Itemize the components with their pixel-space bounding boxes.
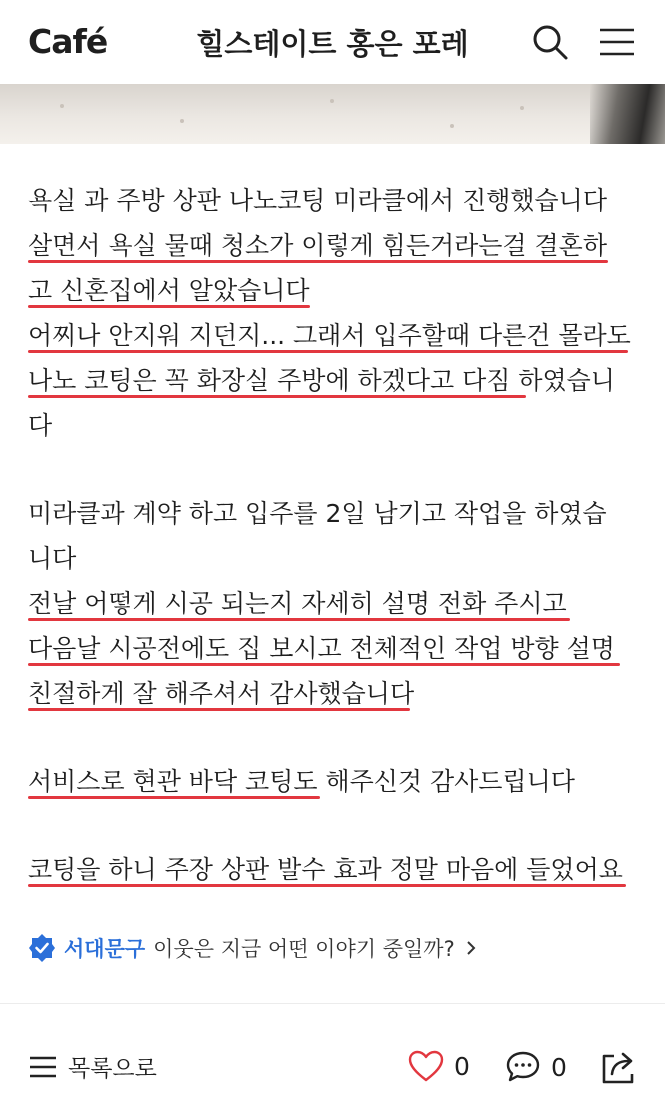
like-button[interactable] <box>408 1050 470 1082</box>
back-to-list-label: 목록으로 <box>68 1056 157 1082</box>
body-line: 살면서 욕실 물때 청소가 이렇게 힘든거라는걸 결혼하 <box>28 223 648 268</box>
verified-badge-icon <box>28 933 56 963</box>
red-underline <box>28 796 320 799</box>
back-to-list-button[interactable] <box>28 1050 157 1083</box>
red-underline <box>28 708 410 711</box>
body-line: 고 신혼집에서 알았습니다 <box>28 268 648 313</box>
neighbor-topic-link[interactable] <box>28 928 479 968</box>
body-line: 니다 <box>28 544 77 573</box>
menu-icon[interactable] <box>597 22 637 62</box>
body-line: 욕실 과 주방 상판 나노코팅 미라클에서 진행했습니다 <box>28 186 607 215</box>
page-title: 힐스테이트 홍은 포레 <box>196 27 469 61</box>
red-underline <box>28 618 570 621</box>
heart-icon <box>408 1050 444 1082</box>
red-underline <box>28 260 608 263</box>
post-photo[interactable] <box>0 84 665 144</box>
red-underline <box>28 884 626 887</box>
divider <box>0 1003 665 1004</box>
like-count: 0 <box>454 1051 470 1081</box>
body-line: 다음날 시공전에도 집 보시고 전체적인 작업 방향 설명 <box>28 626 648 671</box>
post-body <box>28 178 648 892</box>
bottom-toolbar <box>0 1030 665 1105</box>
comment-button[interactable] <box>505 1050 567 1084</box>
red-underline <box>28 305 310 308</box>
body-line: 코팅을 하니 주장 상판 발수 효과 정말 마음에 들었어요 <box>28 847 648 892</box>
share-icon[interactable] <box>600 1050 638 1086</box>
body-line: 미라클과 계약 하고 입주를 2일 남기고 작업을 하였습 <box>28 499 607 528</box>
comment-count: 0 <box>551 1052 567 1082</box>
body-line: 다 <box>28 411 53 440</box>
cafe-logo[interactable]: Café <box>28 22 108 61</box>
red-underline <box>28 663 620 666</box>
neighborhood-name: 서대문구 <box>64 937 146 961</box>
app-header <box>0 0 665 84</box>
list-icon <box>28 1052 58 1082</box>
search-icon[interactable] <box>530 22 570 62</box>
comment-icon <box>505 1050 541 1084</box>
body-line: 전날 어떻게 시공 되는지 자세히 설명 전화 주시고 <box>28 581 648 626</box>
body-line: 서비스로 현관 바닥 코팅도 해주신것 감사드립니다 <box>28 759 648 804</box>
chevron-right-icon <box>463 940 479 956</box>
body-line: 친절하게 잘 해주셔서 감사했습니다 <box>28 671 648 716</box>
red-underline <box>28 395 526 398</box>
red-underline <box>28 350 628 353</box>
neighbor-question: 이웃은 지금 어떤 이야기 중일까? <box>153 937 455 961</box>
body-line: 어찌나 안지워 지던지... 그래서 입주할때 다른건 몰라도 <box>28 313 648 358</box>
body-line: 나노 코팅은 꼭 화장실 주방에 하겠다고 다짐 하였습니 <box>28 358 648 403</box>
